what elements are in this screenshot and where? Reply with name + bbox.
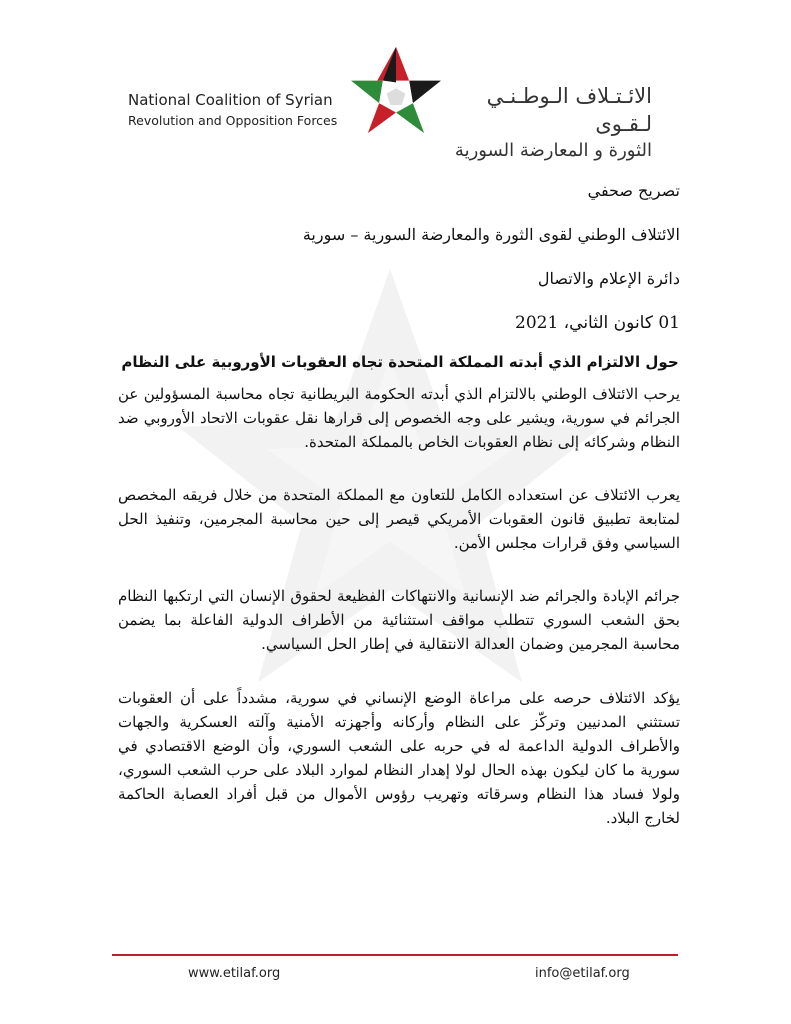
paragraph-2: يعرب الائتلاف عن استعداده الكامل للتعاون مع المملكة المتحدة من خلال فريقه المخصص لمتابعة تطبيق قانون العقوبات الأمريكي قيصر إلى حين محاسبة المجرمين، وتنفيذ الحل السياسي وفق قرارات مجلس الأمن. [118, 486, 680, 552]
date-line: 01 كانون الثاني، 2021 [515, 313, 680, 333]
footer-email-link[interactable]: info@etilaf.org [535, 966, 630, 981]
paragraph-3: جرائم الإبادة والجرائم ضد الإنسانية والانتهاكات الفظيعة لحقوق الإنسان التي ارتكبها النظام بحق الشعب السوري تتطلب مواقف استثنائية من الأطراف الدولية الفاعلة بما يضمن محاسبة المجرمين وضمان العدالة الانتقالية في إطار الحل السياسي. [118, 587, 680, 653]
statement-heading: حول الالتزام الذي أبدته المملكة المتحدة تجاه العقوبات الأوروبية على النظام [121, 353, 679, 371]
organization-line: الائتلاف الوطني لقوى الثورة والمعارضة السورية – سورية [302, 225, 680, 244]
organization-name-arabic [442, 82, 652, 164]
coalition-star-logo-icon [349, 45, 443, 135]
org-name-en-line1: National Coalition of Syrian [128, 91, 333, 109]
org-name-en-line2: Revolution and Opposition Forces [128, 113, 338, 128]
document-type-label: تصريح صحفي [587, 181, 680, 200]
org-name-ar-line1: الائـتـلاف الـوطـنـي لـقـوى [486, 84, 652, 136]
org-name-ar-line2: الثورة و المعارضة السورية [454, 140, 652, 161]
department-line: دائرة الإعلام والاتصال [537, 269, 680, 288]
footer-divider [112, 954, 678, 956]
letterhead [0, 0, 791, 161]
organization-name-english [128, 90, 343, 132]
paragraph-1: يرحب الائتلاف الوطني بالالتزام الذي أبدته الحكومة البريطانية تجاه محاسبة المسؤولين عن الجرائم في سورية، ويشير على وجه الخصوص إلى قرارها نقل عقوبات الاتحاد الأوروبي ضد النظام وشركائه إلى نظام العقوبات الخاص بالمملكة المتحدة. [118, 385, 680, 451]
paragraph-4: يؤكد الائتلاف حرصه على مراعاة الوضع الإنساني في سورية، مشدداً على أن العقوبات تستثني المدنيين وتركّز على النظام وأركانه وأجهزته الأمنية وآلته العسكرية والجهات والأطراف الدولية الداعمة له في حربه على الشعب السوري، وأن الوضع الاقتصادي في سورية ما كان ليكون بهذه الحال لولا إهدار النظام لموارد البلاد على حرب الشعب السوري، ولولا فساد هذا النظام وسرقاته وتهريب رؤوس الأموال من قبل أفراد العصابة الحاكمة لخارج البلاد. [118, 689, 680, 827]
footer-website-link[interactable]: www.etilaf.org [188, 966, 281, 981]
